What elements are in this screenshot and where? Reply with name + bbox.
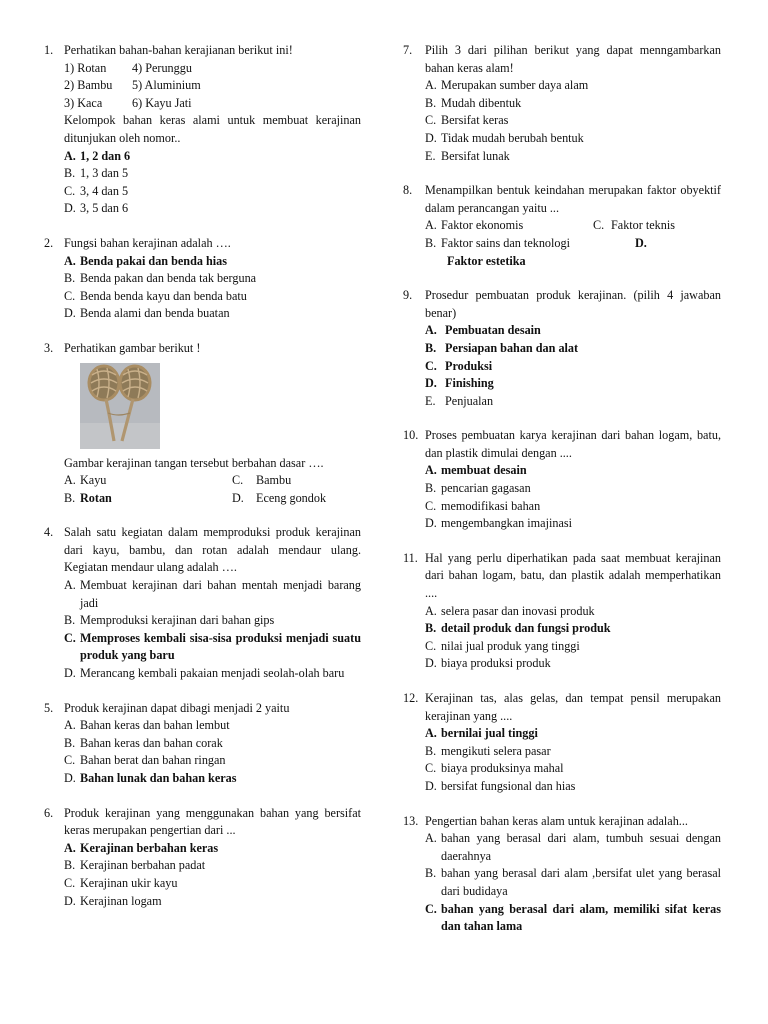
answer-options — [44, 472, 361, 507]
question-11 — [403, 550, 721, 673]
option-letter: C. — [64, 875, 76, 890]
option-letter: D. — [425, 130, 437, 145]
option-letter: B. — [64, 735, 76, 750]
rattan-beater-illustration — [80, 363, 160, 449]
answer-option — [44, 577, 361, 612]
option-letter: B. — [425, 481, 437, 496]
answer-option — [44, 630, 361, 665]
option-letter: B. — [64, 858, 76, 873]
option-letter: D. — [425, 516, 437, 531]
answer-row — [403, 217, 721, 235]
option-letter: C. — [425, 358, 437, 373]
answer-option — [403, 322, 721, 340]
question-7 — [403, 42, 721, 165]
question-9 — [403, 287, 721, 410]
answer-option — [403, 95, 721, 113]
question-5 — [44, 700, 361, 788]
answer-option — [425, 235, 635, 253]
question-number: 1. — [44, 43, 54, 57]
list-item: 5) Aluminium — [132, 78, 201, 93]
list-item: 2) Bambu — [64, 78, 113, 93]
option-letter: A. — [425, 78, 437, 93]
answer-option — [403, 462, 721, 480]
answer-option — [44, 253, 361, 271]
option-text: Benda pakan dan benda tak berguna — [80, 271, 257, 286]
option-letter: B. — [425, 95, 437, 110]
answer-option — [403, 358, 721, 376]
option-letter: D. — [64, 771, 76, 785]
answer-option — [593, 217, 675, 235]
option-letter: A. — [425, 603, 437, 618]
question-stem: Fungsi bahan kerajinan adalah …. — [64, 235, 231, 250]
left-column — [44, 42, 361, 927]
option-letter: B. — [425, 235, 437, 250]
answer-option — [44, 270, 361, 288]
option-letter: C. — [425, 498, 437, 513]
option-text: 3, 5 dan 6 — [80, 201, 129, 216]
option-text: Rotan — [80, 490, 112, 505]
answer-option — [44, 200, 361, 218]
option-text: selera pasar dan inovasi produk — [441, 603, 595, 618]
option-text: Bahan berat dan bahan ringan — [80, 753, 226, 768]
answer-row — [403, 235, 721, 253]
option-text: Faktor ekonomis — [441, 218, 524, 233]
question-number: 4. — [44, 525, 54, 540]
option-letter: D. — [64, 666, 76, 681]
question-number: 9. — [403, 288, 413, 303]
right-column — [403, 42, 721, 953]
question-stem: Salah satu kegiatan dalam memproduksi produk kerajinan dari kayu, bambu, dan rotan adalah mendaur ulang. Kegiatan mendaur ulang adalah …. — [64, 525, 361, 575]
answer-option — [635, 235, 721, 253]
list-item: 6) Kayu Jati — [132, 95, 192, 110]
answer-option — [403, 77, 721, 95]
option-text: Bersifat lunak — [441, 148, 510, 163]
option-text: detail produk dan fungsi produk — [441, 621, 611, 636]
answer-option — [44, 840, 361, 858]
option-text: Merancang kembali pakaian menjadi seolah-olah baru — [80, 666, 345, 681]
option-letter: D. — [64, 201, 76, 216]
option-text: Memproses kembali sisa-sisa produksi menjadi suatu produk yang baru — [80, 630, 361, 663]
option-letter: A. — [64, 473, 76, 488]
option-text: memodifikasi bahan — [441, 498, 541, 513]
option-letter: B. — [64, 166, 76, 181]
option-text: Faktor sains dan teknologi — [441, 235, 570, 250]
option-letter: C. — [64, 183, 76, 198]
answer-option — [403, 375, 721, 393]
question-4 — [44, 524, 361, 682]
option-text: Eceng gondok — [256, 490, 327, 505]
option-letter: A. — [425, 726, 437, 741]
option-text: Faktor teknis — [611, 218, 675, 233]
question-number: 7. — [403, 43, 413, 57]
answer-option — [403, 393, 721, 411]
option-text: Kayu — [80, 473, 107, 488]
option-letter: C. — [425, 901, 437, 916]
question-stem: Produk kerajinan dapat dibagi menjadi 2 yaitu — [64, 700, 290, 715]
option-text: Kerajinan berbahan keras — [80, 840, 219, 855]
option-text: Benda alami dan benda buatan — [80, 306, 230, 321]
question-10 — [403, 427, 721, 533]
answer-option — [403, 148, 721, 166]
option-letter: A. — [64, 840, 76, 855]
question-number: 6. — [44, 805, 54, 820]
question-stem: Produk kerajinan yang menggunakan bahan yang bersifat keras merupakan pengertian dari ... — [64, 805, 361, 838]
answer-option — [232, 490, 382, 508]
question-number: 5. — [44, 700, 54, 715]
option-text: Kerajinan ukir kayu — [80, 875, 178, 890]
option-letter: C. — [425, 113, 437, 128]
option-letter: A. — [64, 253, 76, 268]
option-letter: E. — [425, 393, 436, 408]
option-text: nilai jual produk yang tinggi — [441, 638, 580, 653]
question-stem: Proses pembuatan karya kerajinan dari bahan logam, batu, dan plastik dimulai dengan .... — [425, 428, 721, 460]
answer-option — [44, 612, 361, 630]
question-13 — [403, 813, 721, 936]
option-text: Kerajinan berbahan padat — [80, 858, 206, 873]
answer-option — [403, 743, 721, 761]
answer-option — [44, 148, 361, 166]
answer-option — [44, 752, 361, 770]
question-number: 2. — [44, 235, 54, 250]
answer-option — [44, 288, 361, 306]
answer-option — [64, 490, 232, 508]
option-letter: E. — [425, 148, 436, 163]
question-stem: Menampilkan bentuk keindahan merupakan faktor obyektif dalam perancangan yaitu ... — [425, 183, 721, 215]
question-number: 3. — [44, 340, 54, 355]
answer-option — [403, 480, 721, 498]
question-stem: Kerajinan tas, alas gelas, dan tempat pensil merupakan kerajinan yang .... — [425, 691, 721, 723]
option-text: Benda benda kayu dan benda batu — [80, 288, 247, 303]
answer-option — [403, 901, 721, 936]
answer-option — [44, 665, 361, 683]
option-text: 1, 3 dan 5 — [80, 166, 129, 181]
option-text: Bahan keras dan bahan lembut — [80, 718, 230, 733]
answer-option — [403, 760, 721, 778]
answer-option — [403, 778, 721, 796]
option-letter: D. — [635, 235, 647, 250]
option-text: Faktor estetika — [447, 253, 526, 268]
question-number: 12. — [403, 691, 419, 705]
material-list — [44, 60, 361, 113]
option-letter: B. — [425, 866, 437, 881]
option-letter: A. — [64, 718, 76, 733]
question-12 — [403, 690, 721, 796]
option-text: bersifat fungsional dan hias — [441, 778, 576, 793]
option-text: Kerajinan logam — [80, 893, 162, 908]
answer-option — [403, 498, 721, 516]
answer-option — [44, 893, 361, 911]
option-text: bernilai jual tinggi — [441, 726, 538, 741]
option-letter: A. — [425, 218, 437, 233]
option-letter: C. — [593, 218, 605, 233]
answer-option — [403, 655, 721, 673]
option-letter: D. — [64, 306, 76, 321]
question-2 — [44, 235, 361, 323]
option-text: Finishing — [445, 376, 494, 391]
answer-option — [44, 717, 361, 735]
answer-option — [44, 183, 361, 201]
option-letter: D. — [425, 778, 437, 793]
option-text: Pembuatan desain — [445, 323, 541, 338]
question-number: 11. — [403, 550, 418, 565]
option-text: Penjualan — [445, 393, 494, 408]
option-letter: A. — [425, 323, 437, 338]
option-text: Bahan keras dan bahan corak — [80, 735, 223, 750]
answer-option — [403, 620, 721, 638]
answer-option — [403, 725, 721, 743]
question-stem: Hal yang perlu diperhatikan pada saat membuat kerajinan dari bahan logam, batu, dan plastik adalah memperhatikan .... — [425, 550, 721, 601]
answer-option — [403, 603, 721, 621]
option-text: Benda pakai dan benda hias — [80, 253, 227, 268]
question-number: 13. — [403, 813, 419, 828]
answer-option — [44, 305, 361, 323]
option-letter: B. — [425, 621, 437, 636]
option-text: bahan yang berasal dari alam, tumbuh sesuai dengan daerahnya — [441, 831, 721, 863]
option-letter: B. — [64, 271, 76, 286]
answer-option — [44, 735, 361, 753]
question-text: Kelompok bahan keras alami untuk membuat kerajinan ditunjukan oleh nomor.. — [64, 113, 361, 145]
option-text: Bahan lunak dan bahan keras — [80, 771, 237, 785]
option-letter: D. — [425, 656, 437, 671]
answer-option — [44, 857, 361, 875]
question-stem: Pilih 3 dari pilihan berikut yang dapat menngambarkan bahan keras alam! — [425, 43, 721, 75]
option-letter: D. — [425, 376, 437, 391]
option-letter: C. — [64, 753, 76, 768]
question-3 — [44, 340, 361, 507]
answer-option — [403, 830, 721, 865]
question-8 — [403, 182, 721, 270]
option-text: Persiapan bahan dan alat — [445, 340, 579, 355]
question-number: 8. — [403, 183, 413, 198]
question-stem: Prosedur pembuatan produk kerajinan. (pilih 4 jawaban benar) — [425, 288, 721, 320]
option-letter: D. — [64, 893, 76, 908]
option-letter: B. — [64, 613, 76, 628]
option-text: membuat desain — [441, 463, 527, 478]
option-text: biaya produksi produk — [441, 656, 551, 671]
option-letter: A. — [425, 463, 437, 478]
answer-option — [44, 770, 361, 788]
option-letter: B. — [425, 743, 437, 758]
question-stem: Pengertian bahan keras alam untuk kerajinan adalah... — [425, 813, 688, 828]
option-letter: C. — [64, 630, 76, 645]
option-text: bahan yang berasal dari alam ,bersifat ulet yang berasal dari budidaya — [441, 866, 721, 898]
question-text: Gambar kerajinan tangan tersebut berbahan dasar …. — [64, 455, 324, 470]
answer-option — [64, 472, 232, 490]
answer-option — [232, 472, 382, 490]
question-1 — [44, 42, 361, 218]
option-text: Tidak mudah berubah bentuk — [441, 130, 584, 145]
answer-option — [403, 130, 721, 148]
option-text: biaya produksinya mahal — [441, 761, 564, 776]
question-number: 10. — [403, 428, 419, 443]
answer-option — [403, 340, 721, 358]
answer-option — [403, 865, 721, 900]
option-letter: B. — [64, 490, 76, 505]
option-letter: C. — [425, 761, 437, 776]
option-text: bahan yang berasal dari alam, memiliki sifat keras dan tahan lama — [441, 901, 721, 934]
option-text: Memproduksi kerajinan dari bahan gips — [80, 613, 275, 628]
answer-option — [403, 638, 721, 656]
option-text: Membuat kerajinan dari bahan mentah menjadi barang jadi — [80, 578, 361, 610]
option-text: Mudah dibentuk — [441, 95, 522, 110]
list-item: 4) Perunggu — [132, 60, 192, 75]
option-text: mengembangkan imajinasi — [441, 516, 572, 531]
option-letter: C. — [64, 288, 76, 303]
option-letter: A. — [64, 578, 76, 593]
question-6 — [44, 805, 361, 911]
answer-option — [425, 217, 593, 235]
option-letter: A. — [425, 831, 437, 846]
answer-option — [44, 875, 361, 893]
question-stem: Perhatikan bahan-bahan kerajianan berikut ini! — [64, 43, 293, 57]
option-text: 3, 4 dan 5 — [80, 183, 129, 198]
option-text: Merupakan sumber daya alam — [441, 78, 589, 93]
list-item: 1) Rotan — [64, 60, 107, 75]
option-letter: C. — [425, 638, 437, 653]
option-letter: B. — [425, 340, 437, 355]
answer-option — [403, 112, 721, 130]
option-text: pencarian gagasan — [441, 481, 531, 496]
rattan-craft-image — [80, 363, 160, 449]
option-text: Bambu — [256, 473, 292, 488]
list-item: 3) Kaca — [64, 95, 103, 110]
option-text: Produksi — [445, 358, 493, 373]
answer-option — [44, 165, 361, 183]
answer-option — [403, 515, 721, 533]
option-text: Bersifat keras — [441, 113, 509, 128]
question-stem: Perhatikan gambar berikut ! — [64, 340, 201, 355]
option-letter: A. — [64, 148, 76, 163]
option-text: 1, 2 dan 6 — [80, 148, 131, 163]
option-letter: C. — [232, 473, 244, 488]
option-letter: D. — [232, 490, 244, 505]
option-text: mengikuti selera pasar — [441, 743, 551, 758]
